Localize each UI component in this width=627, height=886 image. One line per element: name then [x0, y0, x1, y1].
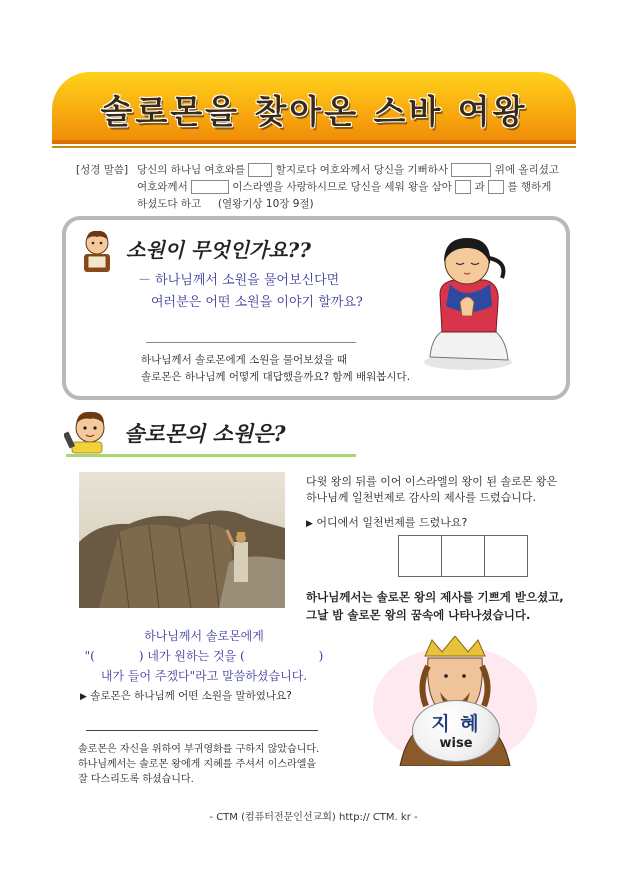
scripture-line-1	[137, 162, 559, 179]
question-line: － 하나님께서 소원을 물어보신다면	[138, 273, 340, 288]
question-text: 어디에서 일천번제를 드렸나요?	[316, 516, 468, 529]
triangle-bullet-icon: ▶	[80, 692, 87, 702]
paragraph-line: 하나님께서는 솔로몬 왕의 제사를 기쁘게 받으셨고,	[306, 590, 564, 604]
paragraph-line: 잘 다스리도록 하셨습니다.	[78, 774, 194, 785]
wisdom-english: wise	[439, 736, 473, 751]
paragraph-line: 하나님께서는 솔로몬 왕에게 지혜를 주셔서 이스라엘을	[78, 759, 317, 770]
question-line: 여러분은 어떤 소원을 이야기 할까요?	[151, 295, 363, 310]
wisdom-orb	[412, 700, 500, 762]
scripture-tag: [성경 말씀]	[76, 164, 129, 176]
title-underline	[52, 146, 576, 148]
praying-girl-illustration	[410, 232, 520, 372]
triangle-bullet-icon: ▶	[306, 519, 313, 529]
god-quote	[82, 626, 326, 686]
blank-box[interactable]	[488, 180, 504, 194]
note-line: 솔로몬은 하나님께 어떻게 대답했을까요? 함께 배워봅시다.	[141, 371, 411, 383]
answer-line[interactable]	[146, 342, 356, 343]
answer-box-2[interactable]	[441, 535, 485, 577]
question-text: 솔로몬은 하나님께 어떤 소원을 말하였나요?	[90, 690, 292, 702]
blank-box[interactable]	[248, 163, 272, 177]
question-wish	[80, 688, 292, 703]
paragraph-line: 그날 밤 솔로몬 왕의 꿈속에 나타나셨습니다.	[306, 608, 531, 622]
mountain-scene-image	[79, 472, 285, 608]
paragraph-line: 솔로몬은 자신을 위하여 부귀영화를 구하지 않았습니다.	[78, 744, 320, 755]
section2-conclusion	[78, 742, 319, 787]
page-title: 솔로몬을 찾아온 스바 여왕	[100, 92, 528, 131]
section1-heading: 소원이 무엇인가요??	[126, 238, 311, 262]
answer-box-3[interactable]	[484, 535, 528, 577]
boy-thinking-icon	[64, 408, 114, 454]
scripture-text: 할지로다 여호와께서 당신을 기뻐하사	[275, 164, 449, 176]
blank-box[interactable]	[191, 180, 229, 194]
question-where	[306, 514, 467, 530]
scripture-text: 이스라엘을 사랑하시므로 당신을 세워 왕을 삼아	[232, 181, 452, 193]
scripture-text: 위에 올리셨고	[494, 164, 559, 176]
scripture-text: 당신의 하나님 여호와를	[137, 164, 246, 176]
section2-intro	[306, 474, 557, 506]
section2-heading: 솔로몬의 소원은?	[124, 421, 286, 446]
boy-reading-icon	[78, 228, 116, 274]
scripture-text: 여호와께서	[137, 181, 188, 193]
note-line: 하나님께서 솔로몬에게 소원을 물어보셨을 때	[141, 354, 348, 366]
answer-line[interactable]	[86, 730, 318, 731]
scripture-line-2	[137, 179, 551, 196]
blank-box[interactable]	[451, 163, 491, 177]
answer-box-1[interactable]	[398, 535, 442, 577]
paragraph-line: 다윗 왕의 뒤를 이어 이스라엘의 왕이 된 솔로몬 왕은	[306, 475, 558, 488]
quote-line: 내가 들어 주겠다"라고 말씀하셨습니다.	[100, 669, 308, 683]
scripture-text: 과	[474, 181, 485, 193]
scripture-text: 를 행하게	[507, 181, 552, 193]
section2-dream-text	[306, 588, 564, 624]
wisdom-korean: 지 혜	[431, 713, 481, 735]
section1-note	[141, 352, 410, 386]
king-solomon-illustration	[370, 636, 540, 766]
scripture-reference: (열왕기상 10장 9절)	[217, 198, 314, 210]
blank-box[interactable]	[455, 180, 471, 194]
paragraph-line: 하나님께 일천번제로 감사의 제사를 드렸습니다.	[306, 491, 537, 504]
solomon-offering-photo	[79, 472, 285, 608]
scripture-text: 하셨도다 하고	[137, 198, 202, 210]
section1-question	[138, 270, 363, 314]
section2-underline	[66, 454, 356, 457]
scripture-line-3	[137, 196, 314, 213]
quote-line: "( ) 네가 원하는 것을 ( )	[84, 649, 324, 663]
footer-credit: - CTM (컴퓨터전문인선교회) http:// CTM. kr -	[209, 812, 418, 823]
quote-line: 하나님께서 솔로몬에게	[144, 629, 264, 643]
